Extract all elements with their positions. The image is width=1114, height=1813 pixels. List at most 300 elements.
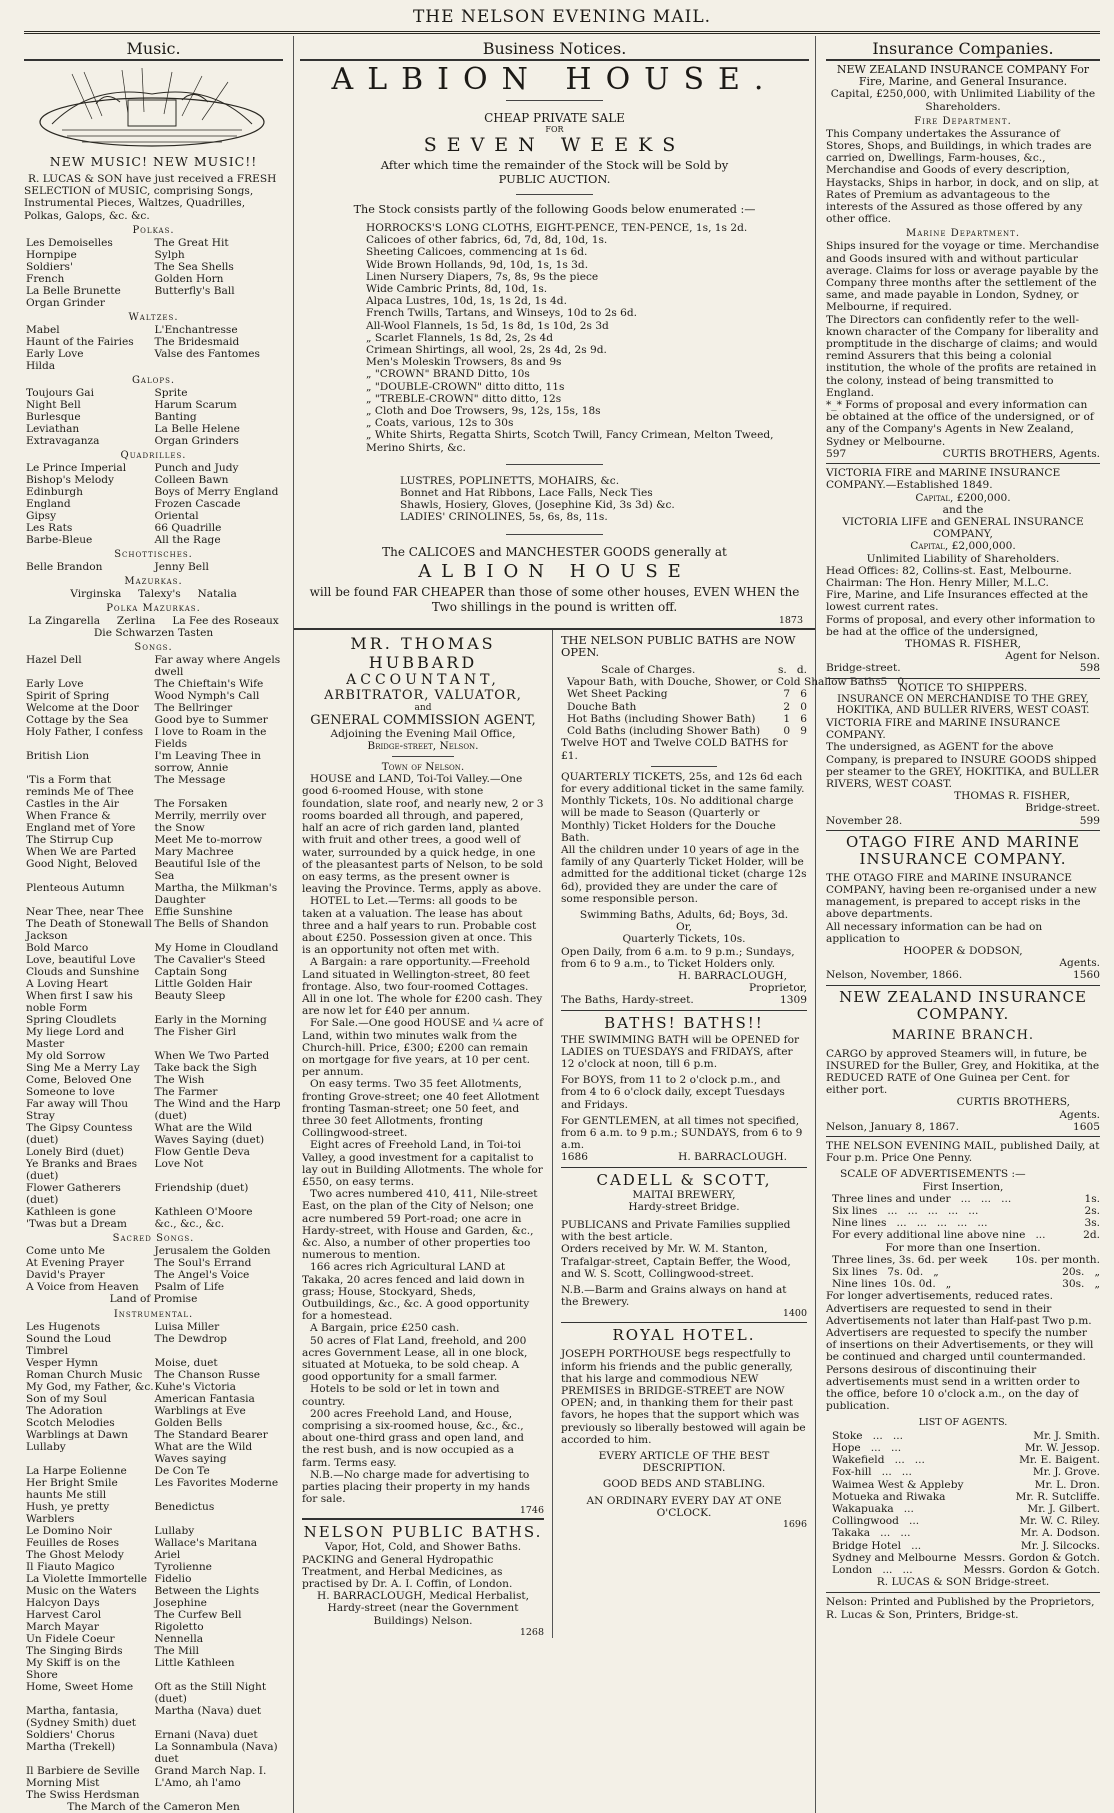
shippers-ad <box>826 678 1100 827</box>
small-baths-number: 1268 <box>519 1626 544 1638</box>
song-title: The Chieftain's Wife <box>154 678 264 691</box>
instrumental-piece-title: De Con Te <box>154 1464 210 1477</box>
rate-first-label: Nine lines ... ... ... ... ... <box>832 1217 988 1230</box>
nz-marine-label: Marine Department. <box>905 228 1021 240</box>
song-title: Love Not <box>154 1158 204 1171</box>
hubbard-line-2: ARBITRATOR, VALUATOR, <box>324 687 522 703</box>
goods-item: Crimean Shirtings, all wool, 2s, 2s 4d, 2s 9d. <box>366 344 607 357</box>
bath-charge-row <box>561 676 905 689</box>
polka-title: Sylph <box>154 248 185 261</box>
song-title: Lonely Bird (duet) <box>26 1146 125 1159</box>
song-row <box>24 1122 283 1146</box>
otago-number: 1560 <box>1073 969 1100 982</box>
nz-signature: CURTIS BROTHERS, Agents. <box>942 447 1100 460</box>
nzm-signature: CURTIS BROTHERS, <box>956 1096 1070 1109</box>
song-title: My Home in Cloudland <box>154 942 279 955</box>
instrumental-piece-title: La Sonnambula (Nava) duet <box>154 1740 278 1765</box>
song-row <box>24 1158 283 1182</box>
waltz-title <box>155 360 284 372</box>
nz-sig-row <box>826 448 1100 460</box>
song-title: Good bye to Summer <box>154 714 268 727</box>
goods-item: „ "TREBLE-CROWN" ditto ditto, 12s <box>366 392 562 405</box>
song-title: Merrily, merrily over the Snow <box>154 810 267 835</box>
hubbard-line-6: Bridge-street, Nelson. <box>367 739 479 752</box>
song-title: Ye Branks and Braes (duet) <box>26 1158 138 1183</box>
agent-label: Hope ... ... <box>832 1441 902 1454</box>
quadrille-title: Oriental <box>154 509 199 522</box>
agent-label: London ... ... <box>832 1563 913 1576</box>
instrumental-last: The March of the Cameron Men <box>67 1800 240 1813</box>
galop-row <box>24 387 283 399</box>
bath-charge-value: 7 6 <box>783 688 807 701</box>
hubbard-line-5: Adjoining the Evening Mail Office, <box>330 727 516 740</box>
waltz-title: Early Love <box>26 347 84 360</box>
instrumental-piece-title: Luisa Miller <box>154 1320 220 1333</box>
polka-title: Golden Horn <box>154 272 224 285</box>
mail-p1: THE NELSON EVENING MAIL, published Daily, at Four p.m. Price One Penny. <box>826 1140 1100 1165</box>
baths2-title: BATHS! BATHS!! <box>604 1013 764 1032</box>
otago-p2: All necessary information can be had on application to <box>826 920 1043 945</box>
bath-charge-value: 0 9 <box>783 725 807 738</box>
song-title: Plenteous Autumn <box>26 882 125 895</box>
shippers-line-1: INSURANCE ON MERCHANDISE TO THE GREY, HOKITIKA, AND BULLER RIVERS, WEST COAST. <box>836 693 1090 717</box>
instrumental-piece-title: The Standard Bearer <box>154 1428 268 1441</box>
waltz-title: The Bridesmaid <box>154 335 240 348</box>
sacred-song-title: Psalm of Life <box>154 1281 225 1294</box>
albion-line-2: FOR <box>545 125 564 134</box>
galop-title: Burlesque <box>26 410 81 423</box>
instrumental-piece-title: Scotch Melodies <box>26 1416 115 1429</box>
song-row <box>24 798 283 810</box>
instrumental-piece-title: Warblings at Dawn <box>26 1428 128 1441</box>
agent-value: Mr. L. Dron. <box>1034 1478 1100 1491</box>
song-title: Martha, the Milkman's Daughter <box>154 882 278 907</box>
nz-fire-label: Fire Department. <box>914 115 1012 127</box>
instrumental-piece-title: Halcyon Days <box>26 1596 100 1609</box>
albion-number: 1873 <box>778 614 803 626</box>
quadrille-row <box>24 522 283 534</box>
small-baths-title: NELSON PUBLIC BATHS. <box>303 1523 543 1542</box>
instrumental-piece-title: Lullaby <box>154 1524 195 1537</box>
song-row <box>24 1074 283 1086</box>
royal-number: 1696 <box>782 1519 807 1531</box>
albion-line-5: PUBLIC AUCTION. <box>498 172 611 186</box>
song-row <box>24 750 283 774</box>
cadell-line-1: MAITAI BREWERY, <box>632 1188 736 1201</box>
columns <box>24 36 1100 1813</box>
song-row <box>24 906 283 918</box>
instrumental-piece-title: Martha (Nava) duet <box>154 1704 262 1717</box>
instrumental-piece-title: Feuilles de Roses <box>26 1536 120 1549</box>
albion-stock-intro: The Stock consists partly of the following Goods below enumerated :— <box>353 203 756 216</box>
baths-quarterly: Quarterly Tickets, 10s. <box>622 933 746 946</box>
sacred-song-title: At Evening Prayer <box>26 1257 125 1270</box>
instrumental-piece-title: Kuhe's Victoria <box>154 1380 237 1393</box>
instrumental-piece-title: The Dewdrop <box>154 1332 227 1345</box>
instrumental-piece-title: Un Fidele Coeur <box>26 1632 115 1645</box>
song-row <box>24 714 283 726</box>
song-title: The Stirrup Cup <box>26 834 114 847</box>
instrumental-piece-title: Tyrolienne <box>154 1560 212 1573</box>
cadell-title: CADELL & SCOTT, <box>596 1170 772 1189</box>
instrumental-piece-title: Ernani (Nava) duet <box>154 1728 258 1741</box>
mail-p3: Advertisers are requested to specify the number of insertions on their Advertisements, or they will be continued and charged until countermanded. <box>826 1327 1094 1364</box>
goods-item: Wide Brown Hollands, 9d, 10d, 1s, 1s 3d. <box>366 258 589 271</box>
song-title: Little Golden Hair <box>154 978 252 991</box>
agent-row <box>826 1491 1100 1503</box>
instrumental-piece-row <box>24 1561 283 1573</box>
rate-first-row <box>826 1193 1100 1205</box>
royal-line-3: AN ORDINARY EVERY DAY AT ONE O'CLOCK. <box>586 1494 782 1519</box>
instrumental-piece-title: Between the Lights <box>154 1584 260 1597</box>
quadrille-row <box>24 510 283 522</box>
baths-sd: s. d. <box>777 664 807 677</box>
instrumental-piece-row <box>24 1777 283 1789</box>
rate-first-value: 2d. <box>1083 1229 1100 1242</box>
song-title: What are the Wild Waves Saying (duet) <box>154 1122 265 1147</box>
polka-row <box>24 237 283 249</box>
victoria-ad <box>826 463 1100 674</box>
instrumental-piece-title: Roman Church Music <box>26 1368 143 1381</box>
cadell-ad <box>561 1167 807 1320</box>
agent-label: Motueka and Riwaka <box>832 1490 946 1503</box>
baths-swim: Swimming Baths, Adults, 6d; Boys, 3d. <box>579 908 789 921</box>
bath-charge-label: Vapour Bath, with Douche, Shower, or Cold Shallow Baths <box>567 676 881 689</box>
song-row <box>24 726 283 750</box>
nzm-branch: MARINE BRANCH. <box>891 1027 1035 1043</box>
instrumental-piece-row <box>24 1381 283 1393</box>
instrumental-piece-title: Golden Bells <box>154 1416 223 1429</box>
mail-agents-list <box>826 1430 1100 1576</box>
agent-label: Takaka ... ... <box>832 1527 911 1540</box>
hubbard-paragraph: On easy terms. Two 35 feet Allotments, fronting Grove-street; one 40 feet Allotment fronting Tasman-street; one 50 feet, and three 30 feet Allotments, fronting Collingwood-street. <box>302 1078 540 1140</box>
nz-number: 597 <box>826 447 847 460</box>
song-title: The Wind and the Harp (duet) <box>154 1098 281 1123</box>
goods-item: HORROCKS'S LONG CLOTHS, EIGHT-PENCE, TEN-PENCE, 1s, 1s 2d. <box>366 222 748 234</box>
polka-mazurkas-list: La Zingarella Zerlina La Fee des Roseaux <box>28 615 279 628</box>
victoria-capital-2: Capital, £2,000,000. <box>910 540 1016 553</box>
song-row <box>24 1086 283 1098</box>
otago-date: Nelson, November, 1866. <box>826 969 963 982</box>
song-title: Spirit of Spring <box>26 690 110 703</box>
agent-value: Messrs. Gordon & Gotch. <box>963 1551 1100 1564</box>
polkas-label: Polkas. <box>132 224 175 236</box>
instrumental-piece-row <box>24 1333 283 1357</box>
otago-ad <box>826 830 1100 982</box>
instrumental-piece-row <box>24 1573 283 1585</box>
hubbard-paragraphs <box>302 773 544 1505</box>
instrumental-piece-row <box>24 1789 283 1801</box>
goods-item: „ Cloth and Doe Trowsers, 9s, 12s, 15s, 18s <box>366 405 601 418</box>
galop-row <box>24 411 283 423</box>
galop-title: Banting <box>154 410 197 423</box>
rate-first-value: 2s. <box>1084 1205 1100 1218</box>
mail-lucas: R. LUCAS & SON Bridge-street. <box>876 1576 1050 1589</box>
music-engraving <box>32 64 275 150</box>
galop-title: Sprite <box>154 386 188 399</box>
baths2-sig-row <box>561 1151 807 1163</box>
song-row <box>24 774 283 798</box>
agent-row <box>826 1430 1100 1442</box>
rate-first-label: For every additional line above nine ... <box>832 1229 1046 1242</box>
instrumental-piece-title: The Chanson Russe <box>154 1368 261 1381</box>
quadrille-title: Gipsy <box>26 509 57 522</box>
sacred-song-title: The Soul's Errand <box>154 1257 252 1270</box>
agent-row <box>826 1515 1100 1527</box>
rate-first-row <box>826 1217 1100 1229</box>
song-title: Sing Me a Merry Lay <box>26 1062 140 1075</box>
song-title: Good Night, Beloved <box>26 858 138 871</box>
waltz-row <box>24 324 283 336</box>
goods-item: Men's Moleskin Trowsers, 8s and 9s <box>366 356 562 369</box>
goods-item: Linen Nursery Diapers, 7s, 8s, 9s the piece <box>366 270 599 283</box>
song-title: Far away will Thou Stray <box>26 1098 129 1123</box>
galop-title: Harum Scarum <box>154 398 237 411</box>
song-title: When first I saw his noble Form <box>26 990 133 1015</box>
agent-value: Mr. J. Gilbert. <box>1027 1502 1100 1515</box>
hubbard-line-4: GENERAL COMMISSION AGENT, <box>310 712 536 728</box>
sacred-song-row <box>24 1269 283 1281</box>
song-row <box>24 1146 283 1158</box>
instrumental-piece-title: Morning Mist <box>26 1776 100 1789</box>
quadrille-row <box>24 498 283 510</box>
instrumental-piece-title: Wallace's Maritana <box>154 1536 258 1549</box>
baths-scale-row <box>561 664 807 676</box>
instrumental-piece-row <box>24 1417 283 1429</box>
polka-row <box>24 273 283 285</box>
song-title: Beautiful Isle of the Sea <box>154 858 261 883</box>
lustres-item: Bonnet and Hat Ribbons, Lace Falls, Neck Ties <box>400 487 653 500</box>
instrumental-piece-title: Harvest Carol <box>26 1608 102 1621</box>
instrumental-piece-title: Oft as the Still Night (duet) <box>154 1680 267 1705</box>
rate-first-value: 1s. <box>1084 1192 1100 1205</box>
song-row <box>24 858 283 882</box>
quadrille-row <box>24 474 283 486</box>
song-title: British Lion <box>26 750 90 763</box>
rate-more-value: 10s. per month. <box>1015 1253 1100 1266</box>
small-baths-text: PACKING and General Hydropathic Treatment, and Herbal Medicines, as practised by Dr. A. I. Coffin, of London. <box>302 1553 513 1591</box>
song-row <box>24 1098 283 1122</box>
victoria-chairman: Chairman: The Hon. Henry Miller, M.L.C. <box>826 576 1049 589</box>
song-row <box>24 1062 283 1074</box>
instrumental-piece-title: Les Favorites Moderne <box>154 1476 279 1489</box>
instrumental-piece-title <box>155 1789 284 1801</box>
waltz-row <box>24 336 283 348</box>
music-instruments-illustration <box>32 64 272 150</box>
song-title: Spring Cloudlets <box>26 1014 117 1027</box>
albion-title: ALBION HOUSE. <box>331 62 778 97</box>
mail-p4: Persons desirous of discontinuing their advertisements must send in a written order to the office, before 10 o'clock a.m., on the day of publication. <box>826 1363 1080 1413</box>
instrumental-piece-title: Warblings at Eve <box>154 1404 246 1417</box>
song-row <box>24 990 283 1014</box>
instrumental-piece-title: Il Fiauto Magico <box>26 1560 115 1573</box>
bath-charge-label: Hot Baths (including Shower Bath) <box>567 712 756 725</box>
sacred-song-row <box>24 1281 283 1293</box>
instrumental-piece-row <box>24 1369 283 1381</box>
song-row <box>24 1026 283 1050</box>
cadell-line-2: Hardy-street Bridge. <box>628 1200 740 1213</box>
hubbard-paragraph: A Bargain: a rare opportunity.—Freehold Land situated in Wellington-street, 80 feet frontage. Also, two four-roomed Cottages. All in one lot. The whole for £200 cash. They are now let for £40 per annum. <box>302 956 543 1018</box>
quadrille-title: Boys of Merry England <box>154 485 279 498</box>
instrumental-piece-title: Son of my Soul <box>26 1392 107 1405</box>
small-baths-ad <box>302 1518 544 1637</box>
lustres-item: Shawls, Hosiery, Gloves, (Josephine Kid, 3s 3d) &c. <box>400 499 675 512</box>
nz-fire-text: This Company undertakes the Assurance of Stores, Shops, and Buildings, in which trades are carried on, Dwellings, Farm-houses, &c., Merchandise and Goods of every description, Haystacks, Ships in harbor, in dock, and on slip, at Rates of Premium as advantageous to the interests of the Assured as those offered by any other office. <box>826 127 1099 226</box>
song-title: Flow Gentle Deva <box>154 1146 250 1159</box>
agent-row <box>826 1540 1100 1552</box>
polka-row <box>24 249 283 261</box>
agent-row <box>826 1479 1100 1491</box>
agent-value: Mr. R. Sutcliffe. <box>1015 1490 1100 1503</box>
shippers-signature: THOMAS R. FISHER, <box>954 790 1070 803</box>
hubbard-paragraph: 166 acres rich Agricultural LAND at Takaka, 20 acres fenced and laid down in grass; House, Stockyard, Sheds, Outbuildings, &c., &c. A good opportunity for a homestead. <box>302 1261 530 1323</box>
sacred-list <box>24 1245 283 1293</box>
agent-row <box>826 1442 1100 1454</box>
goods-item: „ "CROWN" BRAND Ditto, 10s <box>366 368 530 381</box>
song-title: Meet Me to-morrow <box>154 834 263 847</box>
mail-reduced: For longer advertisements, reduced rates. <box>826 1290 1053 1303</box>
victoria-capital-1: Capital, £200,000. <box>915 491 1011 504</box>
victoria-agent: Agent for Nelson. <box>1005 650 1100 663</box>
nzm-date-row <box>826 1121 1100 1133</box>
rate-first-row <box>826 1229 1100 1241</box>
song-row <box>24 702 283 714</box>
albion-house-ad <box>294 64 815 626</box>
song-row <box>24 1206 283 1218</box>
quadrille-row <box>24 534 283 546</box>
instrumental-piece-row <box>24 1657 283 1681</box>
song-row <box>24 834 283 846</box>
polka-title: Hornpipe <box>26 248 77 261</box>
instrumental-piece-title: Le Domino Noir <box>26 1524 112 1537</box>
mail-first: First Insertion, <box>922 1180 1004 1193</box>
song-title: Someone to love <box>26 1086 115 1099</box>
victoria-address: Bridge-street. <box>826 662 901 675</box>
polka-title <box>155 297 284 309</box>
instrumental-piece-title: Hush, ye pretty Warblers <box>26 1500 110 1525</box>
instrumental-piece-title: Fidelio <box>154 1572 192 1585</box>
nz-title: NEW ZEALAND INSURANCE COMPANY For Fire, Marine, and General Insurance. <box>836 63 1090 89</box>
baths-open: Open Daily, from 6 a.m. to 9 p.m.; Sundays, from 6 to 9 a.m., to Ticket Holders only. <box>561 945 795 970</box>
song-title: Early Love <box>26 678 84 691</box>
song-title: Captain Song <box>154 966 228 979</box>
instrumental-piece-title: Soldiers' Chorus <box>26 1728 115 1741</box>
instrumental-label: Instrumental. <box>113 1308 194 1320</box>
instrumental-piece-row <box>24 1405 283 1417</box>
baths2-signature: H. BARRACLOUGH. <box>678 1151 787 1164</box>
baths-p2: All the children under 10 years of age in the family of any Quarterly Ticket Holder, will be admitted for the additional ticket (charge 12s 6d), provided they are under the care of some responsible person. <box>561 843 807 905</box>
song-title: The Farmer <box>154 1086 218 1099</box>
sacred-song-row <box>24 1257 283 1269</box>
hubbard-line-3: and <box>414 702 432 713</box>
instrumental-piece-row <box>24 1525 283 1537</box>
hubbard-paragraph: For Sale.—One good HOUSE and ¼ acre of Land, within two minutes walk from the Church-hill. Price, £300; £200 can remain on mortgage for five years, at 10 per cent. per annum. <box>302 1017 543 1079</box>
song-row <box>24 966 283 978</box>
galop-title: Night Bell <box>26 398 81 411</box>
waltz-title: L'Enchantresse <box>154 323 238 336</box>
polka-mazurkas-list-2: Die Schwarzen Tasten <box>93 627 214 640</box>
quadrille-title: Les Rats <box>26 521 73 534</box>
instrumental-piece-title: What are the Wild Waves saying <box>154 1440 253 1465</box>
hubbard-paragraph: Two acres numbered 410, 411, Nile-street East, on the plan of the City of Nelson; one acre numbered 59 Port-road; one acre in Hardy-street, with House and Garden, &c., &c. Also, a number of other properties too numerous to mention. <box>302 1188 538 1262</box>
baths2-p2: For BOYS, from 11 to 2 o'clock p.m., and from 4 to 6 o'clock daily, except Tuesdays and Fridays. <box>561 1074 785 1111</box>
instrumental-piece-row <box>24 1393 283 1405</box>
song-title: Beauty Sleep <box>154 990 226 1003</box>
instrumental-piece-row <box>24 1441 283 1465</box>
shippers-p1: The undersigned, as AGENT for the above Company, is prepared to INSURE GOODS shipped per steamer to the GREY, HOKITIKA, and BULLER RIVERS, WEST COAST. <box>826 741 1099 790</box>
albion-line-4: After which time the remainder of the Stock will be Sold by <box>380 158 729 172</box>
baths-charges <box>561 676 905 738</box>
instrumental-list <box>24 1321 283 1801</box>
galop-title: Extravaganza <box>26 434 100 447</box>
albion-line-3: SEVEN WEEKS <box>423 134 686 156</box>
lustres-item: LUSTRES, POPLINETTS, MOHAIRS, &c. <box>400 474 620 487</box>
shippers-victoria: VICTORIA FIRE and MARINE INSURANCE COMPANY. <box>826 716 1061 742</box>
schottisches-list <box>24 561 283 573</box>
song-title: Kathleen is gone <box>26 1206 116 1219</box>
baths-signature: H. BARRACLOUGH, <box>678 969 787 982</box>
nz-capital: Capital, £250,000, with Unlimited Liability of the Shareholders. <box>830 88 1096 113</box>
schottische-title: Belle Brandon <box>26 560 103 573</box>
song-title: Near Thee, near Thee <box>26 906 144 919</box>
victoria-and: and the <box>942 503 984 516</box>
mail-more: For more than one Insertion. <box>885 1241 1041 1254</box>
song-title: Kathleen O'Moore <box>154 1206 253 1219</box>
waltzes-label: Waltzes. <box>128 311 179 323</box>
galop-title: Toujours Gai <box>26 386 94 399</box>
schottisches-label: Schottisches. <box>114 548 193 560</box>
cadell-number: 1400 <box>782 1308 807 1320</box>
masthead-rule <box>24 31 1100 34</box>
mail-rates-more <box>826 1254 1100 1291</box>
song-title: I'm Leaving Thee in sorrow, Annie <box>154 750 261 775</box>
agent-value: Mr. J. Silcocks. <box>1020 1539 1100 1552</box>
quadrille-title: Bishop's Melody <box>26 473 114 486</box>
small-baths-line: Vapor, Hot, Cold, and Shower Baths. <box>324 1541 522 1554</box>
goods-item: French Twills, Tartans, and Winseys, 10d to 2s 6d. <box>366 307 638 320</box>
sacred-song-title: The Angel's Voice <box>154 1269 250 1282</box>
quadrilles-label: Quadrilles. <box>120 449 187 461</box>
galop-title: Leviathan <box>26 422 80 435</box>
polka-row <box>24 285 283 297</box>
quadrille-row <box>24 486 283 498</box>
agent-row <box>826 1564 1100 1576</box>
song-title: When France & England met of Yore <box>26 810 136 835</box>
nz-marine-text: Ships insured for the voyage or time. Merchandise and Goods insured with and without particular average. Claims for loss or average payable by the Company three months after the settlement of the same, and made payable in London, Sydney, or Melbourne, if required. <box>826 240 1099 314</box>
lustres-item: LADIES' CRINOLINES, 5s, 6s, 8s, 11s. <box>400 511 608 524</box>
nz-insurance-ad <box>826 64 1100 460</box>
instrumental-piece-row <box>24 1729 283 1741</box>
instrumental-piece-row <box>24 1621 283 1633</box>
quadrille-row <box>24 462 283 474</box>
music-section-title: Music. <box>24 36 283 61</box>
mail-rates-first <box>826 1193 1100 1242</box>
victoria-addr-row <box>826 662 1100 674</box>
instrumental-piece-title: Les Hugenots <box>26 1320 101 1333</box>
song-title: Take back the Sigh <box>154 1062 257 1075</box>
agent-row <box>826 1466 1100 1478</box>
waltz-title: Mabel <box>26 323 60 336</box>
albion-cheaper: will be found FAR CHEAPER than those of some other houses, EVEN WHEN the Two shillings in the pound is written off. <box>309 584 800 614</box>
song-title: Castles in the Air <box>26 798 119 811</box>
quadrille-title: All the Rage <box>154 533 221 546</box>
instrumental-piece-title: Josephine <box>154 1596 207 1609</box>
baths-address-row <box>561 994 807 1006</box>
hubbard-line-1: ACCOUNTANT, <box>346 671 500 688</box>
song-title: The Wish <box>154 1074 205 1087</box>
song-title: My old Sorrow <box>26 1050 106 1063</box>
song-title: Holy Father, I confess <box>26 726 144 739</box>
